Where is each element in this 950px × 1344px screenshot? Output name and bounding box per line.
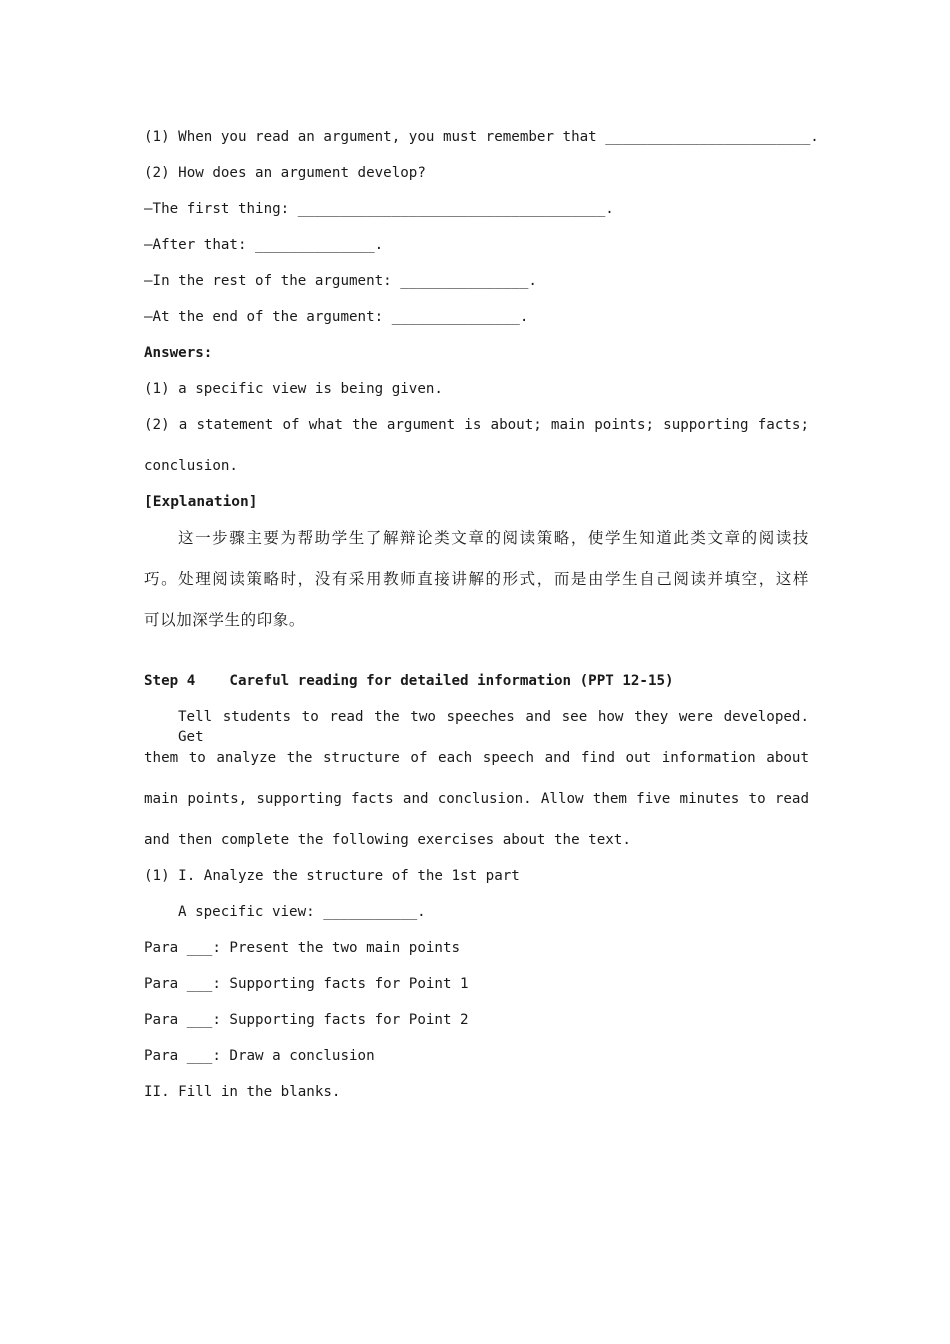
para-conclusion-blank: Para ___: Draw a conclusion [144, 1048, 375, 1064]
step-4-paragraph-line-4: and then complete the following exercises about the text. [144, 832, 631, 848]
explanation-heading: [Explanation] [144, 494, 258, 510]
para-point-2-blank: Para ___: Supporting facts for Point 2 [144, 1012, 469, 1028]
explanation-line-2: 巧。处理阅读策略时，没有采用教师直接讲解的形式，而是由学生自己阅读并填空，这样 [144, 570, 809, 588]
first-thing-blank: —The first thing: ____________________________________. [144, 201, 614, 217]
exercise-1-title: (1) I. Analyze the structure of the 1st part [144, 868, 520, 884]
answer-2-line-2: conclusion. [144, 458, 238, 474]
step-4-paragraph-line-1: Tell students to read the two speeches and see how they were developed. Get [178, 709, 809, 745]
after-that-blank: —After that: ______________. [144, 237, 384, 253]
end-of-argument-blank: —At the end of the argument: _______________. [144, 309, 529, 325]
answer-2-line-1: (2) a statement of what the argument is about; main points; supporting facts; [144, 417, 809, 433]
para-point-1-blank: Para ___: Supporting facts for Point 1 [144, 976, 469, 992]
question-1: (1) When you read an argument, you must remember that ________________________. [144, 129, 819, 145]
question-2: (2) How does an argument develop? [144, 165, 426, 181]
specific-view-blank: A specific view: ___________. [178, 904, 426, 920]
step-4-paragraph-line-2: them to analyze the structure of each speech and find out information about [144, 750, 809, 766]
rest-of-argument-blank: —In the rest of the argument: _______________. [144, 273, 537, 289]
explanation-line-3: 可以加深学生的印象。 [144, 611, 306, 629]
exercise-2-title: II. Fill in the blanks. [144, 1084, 341, 1100]
step-4-paragraph-line-3: main points, supporting facts and conclusion. Allow them five minutes to read [144, 791, 809, 807]
para-main-points-blank: Para ___: Present the two main points [144, 940, 461, 956]
step-4-heading: Step 4 Careful reading for detailed information (PPT 12-15) [144, 673, 674, 689]
answers-heading: Answers: [144, 345, 213, 361]
answer-1: (1) a specific view is being given. [144, 381, 443, 397]
explanation-line-1: 这一步骤主要为帮助学生了解辩论类文章的阅读策略，使学生知道此类文章的阅读技 [178, 529, 809, 547]
